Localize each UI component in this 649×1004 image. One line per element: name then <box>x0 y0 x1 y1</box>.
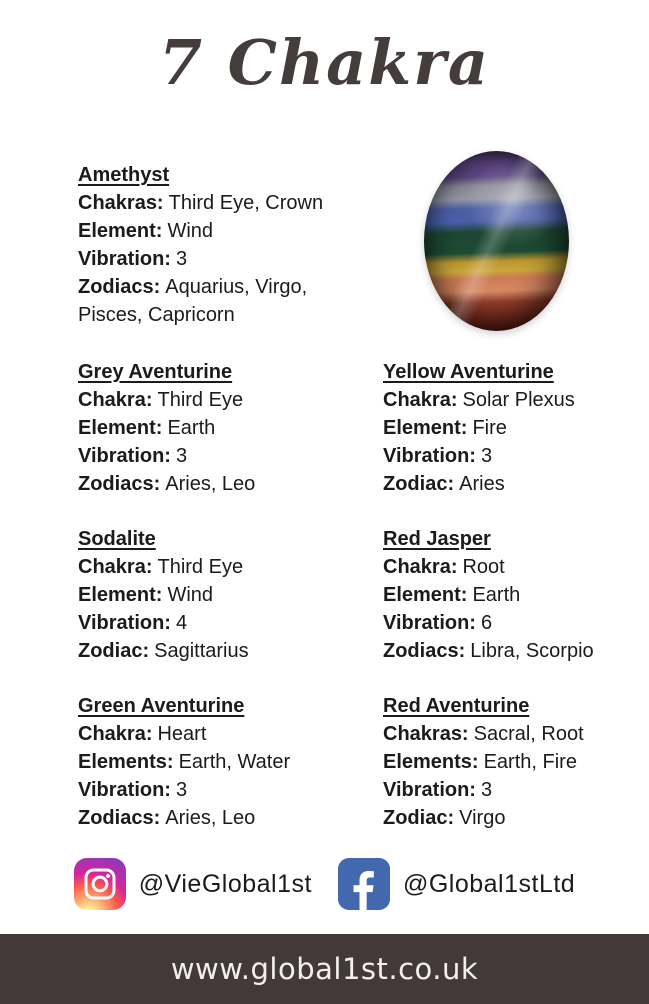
stone-card-green-aventurine <box>78 692 370 832</box>
stone-field: Zodiac: Virgo <box>383 807 506 829</box>
stone-field: Chakra: Third Eye <box>78 389 244 411</box>
stone-field: Chakra: Root <box>383 556 505 578</box>
stone-field: Zodiac: Sagittarius <box>78 640 249 662</box>
website-url: www.global1st.co.uk <box>170 952 479 986</box>
stone-field: Element: Earth <box>78 417 216 439</box>
stone-field: Vibration: 3 <box>383 445 493 467</box>
stone-field: Vibration: 4 <box>78 612 188 634</box>
stone-name: Green Aventurine <box>78 695 245 717</box>
stone-card-amethyst <box>78 161 366 329</box>
stone-field: Element: Earth <box>383 584 521 606</box>
stone-field: Zodiac: Aries <box>383 473 505 495</box>
stone-field: Vibration: 3 <box>78 779 188 801</box>
stone-name: Yellow Aventurine <box>383 361 554 383</box>
stone-field: Elements: Earth, Fire <box>383 751 577 773</box>
stone-field: Chakra: Heart <box>78 723 207 745</box>
stone-field: Chakra: Solar Plexus <box>383 389 575 411</box>
stone-field: Element: Wind <box>78 220 214 242</box>
stone-name: Sodalite <box>78 528 156 550</box>
stone-card-sodalite <box>78 525 370 665</box>
stone-field: Vibration: 3 <box>78 248 188 270</box>
facebook-handle: @Global1stLtd <box>402 869 576 898</box>
stone-field: Vibration: 3 <box>78 445 188 467</box>
stone-name: Red Jasper <box>383 528 491 550</box>
facebook-icon <box>338 858 390 910</box>
stone-field: Zodiacs: Aries, Leo <box>78 807 256 829</box>
stone-field: Chakras: Sacral, Root <box>383 723 584 745</box>
stone-field: Vibration: 6 <box>383 612 493 634</box>
stone-field: Chakras: Third Eye, Crown <box>78 192 324 214</box>
stone-field: Vibration: 3 <box>383 779 493 801</box>
stone-field: Elements: Earth, Water <box>78 751 291 773</box>
stone-name: Amethyst <box>78 164 170 186</box>
instagram-icon <box>74 858 126 910</box>
stone-name: Grey Aventurine <box>78 361 233 383</box>
footer-bar <box>0 934 649 1004</box>
stone-field: Chakra: Third Eye <box>78 556 244 578</box>
chakra-stone-image <box>424 151 569 331</box>
stone-field: Zodiacs: Aries, Leo <box>78 473 256 495</box>
social-row <box>0 858 649 910</box>
instagram-handle: @VieGlobal1st <box>138 869 312 898</box>
page-title: 7 Chakra <box>158 26 491 99</box>
stone-field: Element: Fire <box>383 417 507 439</box>
stone-card-red-aventurine <box>383 692 649 832</box>
instagram-item <box>74 858 312 910</box>
stone-card-grey-aventurine <box>78 358 370 498</box>
stone-card-yellow-aventurine <box>383 358 649 498</box>
stone-field: Zodiacs: Aquarius, Virgo, Pisces, Capricorn <box>78 276 308 326</box>
stone-name: Red Aventurine <box>383 695 530 717</box>
stone-field: Element: Wind <box>78 584 214 606</box>
stone-card-red-jasper <box>383 525 649 665</box>
stone-field: Zodiacs: Libra, Scorpio <box>383 640 594 662</box>
facebook-item <box>338 858 575 910</box>
